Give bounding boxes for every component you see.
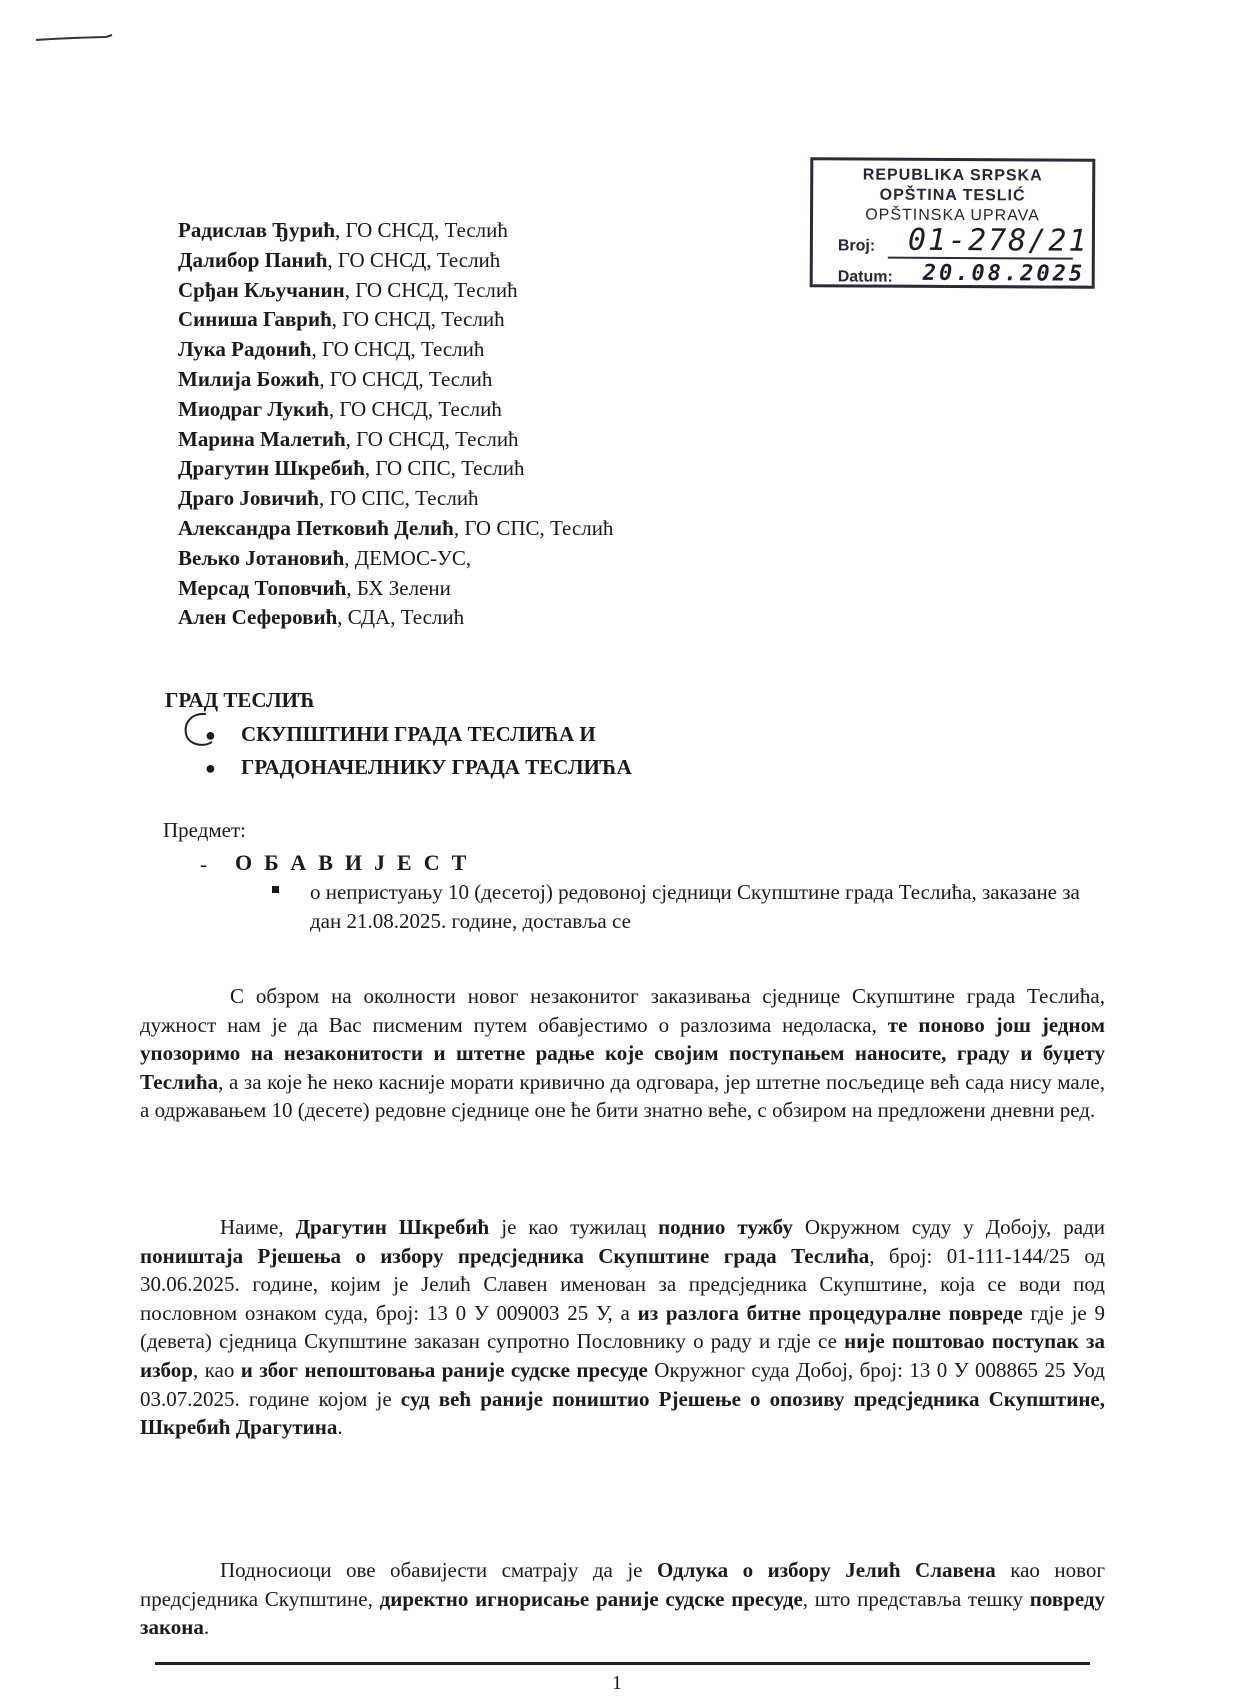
text-run: као новог предсједника Скупштине, xyxy=(140,1558,1105,1611)
bold-run: повреду закона xyxy=(140,1586,1106,1640)
sender-line xyxy=(178,216,878,246)
notice-title: ОБАВИЈЕСТ xyxy=(235,850,479,875)
sender-name: Александра Петковић Делић xyxy=(178,515,454,540)
subject-dash: - xyxy=(200,852,207,876)
sender-line xyxy=(178,305,878,335)
sender-line xyxy=(178,454,878,484)
subject-detail: о непристуању 10 (десетој) редовоној сједници Скупштине града Теслића, заказане за дан 21.08.2025. године, доставља се xyxy=(310,880,1080,933)
sender-affiliation: , ГО СПС, Теслић xyxy=(453,515,614,540)
addressee-item xyxy=(205,751,632,784)
subject-label: Предмет: xyxy=(163,818,247,842)
sender-line xyxy=(178,603,878,633)
sender-name: Лука Радонић xyxy=(178,337,312,362)
sender-name: Драгутин Шкребић xyxy=(178,456,365,481)
sender-name: Вељко Јотановић xyxy=(178,545,345,570)
sender-affiliation: , ГО СНСД, Теслић xyxy=(345,426,519,451)
addressee-item-text: СКУПШТИНИ ГРАДА ТЕСЛИЋА И xyxy=(241,722,596,746)
sender-name: Радислав Ђурић xyxy=(178,218,335,242)
stamp-broj-rule xyxy=(888,257,1073,260)
stamp-line-1: REPUBLIKA SRPSKA xyxy=(862,166,1043,185)
bullet-icon: ● xyxy=(205,758,216,778)
bold-run: поништаја Рјешења о избору предсједника Скупштине града Теслића xyxy=(140,1243,870,1268)
sender-affiliation: , ГО СНСД, Теслић xyxy=(331,307,505,332)
text-run: Окружног суда Добој, број: 13 0 У 008865 25 Уод 03.07.2025. године којом је xyxy=(140,1357,1105,1411)
stamp-datum-rule xyxy=(893,285,1088,288)
sender-name: Миодраг Лукић xyxy=(178,396,329,421)
paragraph-3 xyxy=(140,1556,1105,1642)
sender-affiliation: , ГО СНСД, Теслић xyxy=(319,366,493,391)
text-run: Окружном суду у Добоју, ради xyxy=(792,1215,1105,1239)
bold-run: директно игнорисање раније судске пресуде xyxy=(379,1586,803,1611)
bold-run: и због непоштовања раније судске пресуде xyxy=(240,1357,648,1382)
stamp-broj-label: Broj: xyxy=(837,237,876,255)
sender-name: Драго Јовичић xyxy=(178,486,319,511)
sender-line xyxy=(178,246,878,276)
sender-name: Срђан Кључанин xyxy=(178,277,345,302)
bold-run: из разлога битне процедуралне повреде xyxy=(637,1300,1023,1325)
footer-rule xyxy=(155,1662,1090,1665)
paragraph-2 xyxy=(140,1213,1105,1442)
sender-line xyxy=(178,484,878,514)
sender-name: Мерсад Топовчић xyxy=(178,575,347,600)
sender-affiliation: , ГО СНСД, Теслић xyxy=(328,396,502,421)
sender-affiliation: , ГО СПС, Теслић xyxy=(364,456,525,481)
bullet-icon: ● xyxy=(205,725,216,745)
sender-name: Синиша Гаврић xyxy=(178,307,332,332)
text-run: , а за које ће неко касније морати кривично да одговара, јер штетне посљедице већ сада нису мале, а одржавањем 10 (десете) редовне сједнице оне ће бити знатно веће, с обзиром на предложени дневни ред. xyxy=(140,1069,1105,1123)
bold-run: Драгутин Шкребић xyxy=(295,1215,490,1239)
sender-affiliation: , ГО СПС, Теслић xyxy=(318,486,479,511)
text-run: , што представља тешку xyxy=(802,1586,1030,1611)
text-run: Подносиоци ове обавијести сматрају да је xyxy=(220,1558,657,1582)
stamp-datum-value: 20.08.2025 xyxy=(922,260,1086,287)
sender-line xyxy=(178,574,878,604)
sender-name: Милија Божић xyxy=(178,366,320,391)
sender-line xyxy=(178,395,878,425)
sender-affiliation: , БХ Зелени xyxy=(346,575,451,600)
stamp-broj-value: 01-278/21 xyxy=(907,222,1089,259)
sender-affiliation: , ДЕМОС-УС, xyxy=(344,545,472,570)
paragraph-1 xyxy=(140,982,1105,1125)
text-run: С обзром на околности новог незаконитог заказивања сједнице Скупштине града Теслића, дужност нам је да Вас писменим путем обавјестимо о разлозима недоласка, xyxy=(140,984,1105,1037)
stamp-datum-label: Datum: xyxy=(837,268,893,286)
sender-line xyxy=(178,365,878,395)
text-run: . xyxy=(337,1415,343,1440)
sender-affiliation: , ГО СНСД, Теслић xyxy=(335,218,508,242)
text-run: Наиме, xyxy=(220,1215,296,1239)
sender-name: Далибор Панић xyxy=(178,247,328,272)
bold-run: те поново још једном упозоримо на незаконитости и штетне радње које својим поступањем наносите, граду и буџету Теслића xyxy=(140,1012,1105,1094)
sender-line xyxy=(178,514,878,544)
sender-list xyxy=(178,216,878,633)
pen-stroke-mark xyxy=(34,28,114,48)
sender-affiliation: , ГО СНСД, Теслић xyxy=(311,337,485,362)
sender-name: Марина Малетић xyxy=(178,426,346,451)
text-run: , као xyxy=(192,1357,241,1382)
text-run: . xyxy=(203,1615,210,1640)
text-run: је као тужилац xyxy=(489,1215,659,1239)
bold-run: Одлука о избору Јелић Славена xyxy=(656,1558,996,1582)
sender-affiliation: , ГО СНСД, Теслић xyxy=(327,247,501,272)
sender-line xyxy=(178,425,878,455)
sender-affiliation: , ГО СНСД, Теслић xyxy=(344,277,518,302)
sender-affiliation: , СДА, Теслић xyxy=(337,605,465,630)
bold-run: поднио тужбу xyxy=(658,1215,793,1239)
sender-line xyxy=(178,276,878,306)
stamp-line-3: OPŠTINSKA UPRAVA xyxy=(865,206,1040,225)
addressee-item xyxy=(205,718,632,751)
addressee-item-text: ГРАДОНАЧЕЛНИКУ ГРАДА ТЕСЛИЋА xyxy=(241,755,632,779)
text-run: , број: 01-111-144/25 од 30.06.2025. године, којим је Јелић Славен именован за предсједника Скупштине, која се води под пословном ознаком суда, број: 13 0 У 009003 25 У, а xyxy=(140,1243,1105,1325)
page-number: 1 xyxy=(612,1672,622,1694)
sender-line xyxy=(178,544,878,574)
addressee-list xyxy=(205,718,632,784)
bold-run: није поштовао поступак за избор xyxy=(140,1329,1105,1382)
sender-line xyxy=(178,335,878,365)
stamp-line-2: OPŠTINA TESLIĆ xyxy=(879,186,1026,205)
text-run: гдје је 9 (девета) сједница Скупштине заказан супротно Пословнику о раду и гдје се xyxy=(140,1300,1106,1354)
sender-name: Ален Сеферовић xyxy=(178,605,338,630)
square-bullet-icon xyxy=(272,886,279,893)
addressee-city: ГРАД ТЕСЛИЋ xyxy=(165,688,315,712)
bold-run: суд већ раније поништио Рјешење о опозиву предсједника Скупштине, Шкребић Драгутина xyxy=(140,1386,1105,1440)
